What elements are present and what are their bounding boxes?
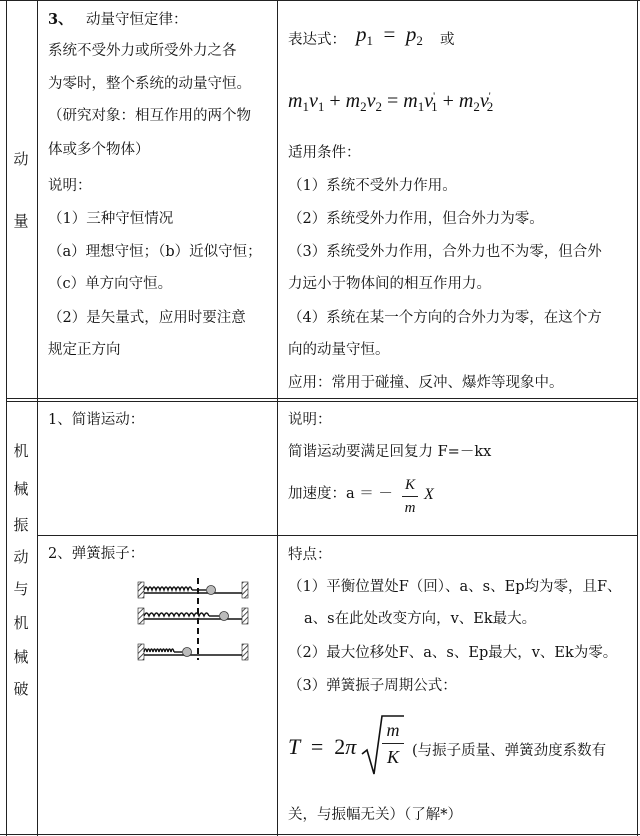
text-line: 规定正方向 — [48, 342, 121, 358]
oscillator-ball — [207, 586, 216, 595]
feature-line: （3）弹簧振子周期公式： — [288, 678, 457, 694]
wall-left — [138, 582, 144, 598]
wall-right — [242, 644, 248, 660]
feature-line: （2）最大位移处F、a、s、Ep最大，v、Ek为零。 — [288, 645, 618, 661]
column-divider-sidebar — [37, 0, 38, 836]
text-line: （a）理想守恒；（b）近似守恒； — [48, 244, 262, 260]
spring-coil — [144, 649, 174, 652]
period-note: 关，与振幅无关）（了解*） — [288, 807, 462, 823]
table-border-bottom — [0, 834, 640, 835]
formula-p1-equals-p2: $p_1 = p_2$ — [356, 22, 423, 48]
condition-line: （3）系统受外力作用，合外力也不为零，但合外 — [288, 244, 602, 260]
feature-line: a、s在此处改变方向，v、Ek最大。 — [304, 611, 537, 627]
text-line: 体或多个物体） — [48, 142, 150, 158]
condition-line: （2）系统受外力作用，但合外力为零。 — [288, 211, 544, 227]
condition-line: （4）系统在某一个方向的合外力为零，在这个方 — [288, 310, 602, 326]
wall-left — [138, 608, 144, 624]
text-line: （研究对象：相互作用的两个物 — [48, 108, 251, 124]
table-border-right — [637, 0, 638, 836]
sidebar-char: 量 — [13, 212, 29, 230]
text-line: （2）是矢量式，应用时要注意 — [48, 310, 246, 326]
note-label: 说明： — [288, 412, 332, 428]
feature-line: （1）平衡位置处F（回）、a、s、Ep均为零，且F、 — [288, 579, 622, 595]
text-line: 为零时，整个系统的动量守恒。 — [48, 76, 251, 92]
period-fraction: m K — [382, 720, 404, 767]
oscillator-ball — [183, 648, 192, 657]
sidebar-char: 机 — [13, 442, 29, 460]
wall-left — [138, 644, 144, 660]
spring-coil — [144, 613, 209, 616]
expression-or: 或 — [440, 32, 455, 48]
acceleration-x: X — [424, 486, 434, 503]
condition-line: （1）系统不受外力作用。 — [288, 178, 457, 194]
acceleration-fraction: K m — [402, 476, 418, 517]
wall-right — [242, 608, 248, 624]
formula-momentum-conservation: $m_1v_1 + m_2v_2 = m_1v'_1 + m_2v'_2$ — [288, 90, 494, 114]
row-divider-2 — [37, 535, 638, 536]
row-divider-1b — [6, 401, 638, 402]
table-border-left — [6, 0, 7, 836]
application-line: 应用：常用于碰撞、反冲、爆炸等现象中。 — [288, 375, 564, 391]
sidebar-char: 机 — [13, 614, 29, 632]
text-line: 说明： — [48, 178, 92, 194]
text-line: 系统不受外力或所受外力之各 — [48, 43, 237, 59]
sidebar-char: 与 — [13, 580, 29, 598]
sidebar-char: 动 — [13, 548, 29, 566]
text-line: （1）三种守恒情况 — [48, 211, 174, 227]
section-title: 2、弹簧振子： — [48, 546, 145, 562]
section-title: 1、简谐运动： — [48, 412, 145, 428]
sidebar-char: 振 — [13, 516, 29, 534]
sidebar-char: 动 — [13, 150, 29, 168]
conditions-label: 适用条件： — [288, 145, 361, 161]
section-title-number: 3、 — [48, 11, 73, 28]
acceleration-label: 加速度：a ＝ － — [288, 486, 393, 502]
condition-line: 力远小于物体间的相互作用力。 — [288, 276, 491, 292]
section-title: 动量守恒定律： — [86, 12, 188, 28]
sidebar-char: 械 — [13, 648, 29, 666]
features-label: 特点： — [288, 547, 332, 563]
spring-coil — [144, 587, 192, 590]
oscillator-ball — [220, 612, 229, 621]
column-divider-middle — [277, 0, 278, 836]
spring-oscillator-diagram — [132, 574, 256, 666]
wall-right — [242, 582, 248, 598]
condition-line: 向的动量守恒。 — [288, 342, 390, 358]
period-formula-lhs: T = 2π — [288, 734, 357, 759]
period-note: (与振子质量、弹簧劲度系数有 — [412, 743, 607, 759]
shm-condition: 简谐运动要满足回复力 F=－kx — [288, 444, 492, 460]
text-line: （c）单方向守恒。 — [48, 276, 173, 292]
table-border-top — [0, 0, 640, 1]
sidebar-char: 械 — [13, 480, 29, 498]
sidebar-char: 破 — [13, 680, 29, 698]
expression-label: 表达式： — [288, 32, 346, 48]
row-divider-1 — [6, 398, 638, 399]
